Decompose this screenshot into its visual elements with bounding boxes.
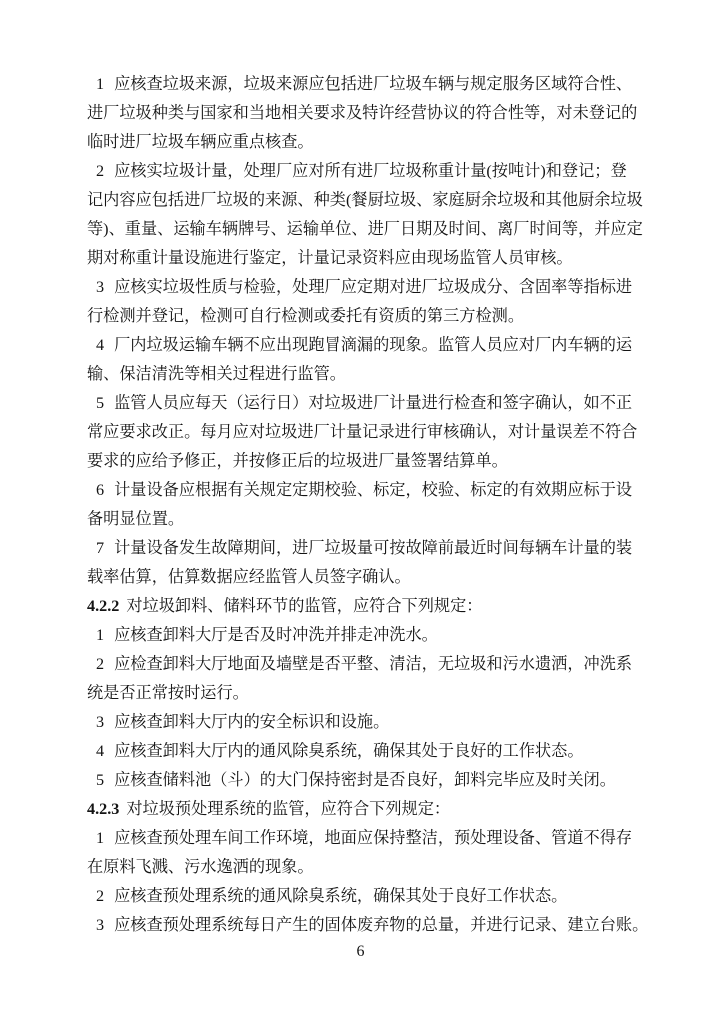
paragraph-line — [87, 70, 633, 99]
item-number: 1 — [96, 75, 105, 93]
line-text: 计量设备发生故障期间，进厂垃圾量可按故障前最近时间每辆车计量的装 — [114, 539, 633, 557]
clause-heading-line — [87, 592, 633, 621]
paragraph-line: 行检测并登记，检测可自行检测或委托有资质的第三方检测。 — [87, 307, 525, 325]
paragraph-line — [87, 476, 633, 505]
paragraph-line — [87, 621, 633, 650]
paragraph-line — [87, 650, 633, 679]
line-text: 应核查预处理车间工作环境，地面应保持整洁，预处理设备、管道不得存 — [114, 829, 633, 847]
item-number: 1 — [96, 626, 105, 644]
page-footer — [0, 941, 721, 963]
paragraph-line — [87, 911, 649, 940]
paragraph-line: 进厂垃圾种类与国家和当地相关要求及特许经营协议的符合性等，对未登记的 — [87, 104, 638, 122]
item-number: 2 — [96, 655, 105, 673]
paragraph-line — [87, 534, 633, 563]
item-number: 7 — [96, 539, 105, 557]
paragraph-line: 在原料飞溅、污水逸洒的现象。 — [87, 858, 314, 876]
paragraph-line: 载率估算，估算数据应经监管人员签字确认。 — [87, 568, 411, 586]
page-number: 6 — [356, 943, 365, 960]
line-text: 应核查卸料大厅是否及时冲洗并排走冲洗水。 — [114, 626, 438, 644]
paragraph-line — [87, 273, 633, 302]
line-text: 对垃圾卸料、储料环节的监管，应符合下列规定： — [126, 597, 483, 615]
item-number: 3 — [96, 278, 105, 296]
paragraph-line — [87, 737, 633, 766]
paragraph-line — [87, 708, 633, 737]
paragraph-line — [87, 331, 633, 360]
line-text: 应核实垃圾计量，处理厂应对所有进厂垃圾称重计量(按吨计)和登记；登 — [114, 162, 627, 180]
paragraph-line — [87, 766, 633, 795]
line-text: 应核查预处理系统每日产生的固体废弃物的总量，并进行记录、建立台账。 — [114, 916, 649, 934]
paragraph-line: 输、保洁清洗等相关过程进行监管。 — [87, 365, 346, 383]
item-number: 3 — [96, 713, 105, 731]
line-text: 应检查卸料大厅地面及墙壁是否平整、清洁，无垃圾和污水遗洒，冲洗系 — [114, 655, 633, 673]
clause-number: 4.2.3 — [87, 800, 120, 818]
item-number: 4 — [96, 742, 105, 760]
paragraph-line: 常应要求改正。每月应对垃圾进厂计量记录进行审核确认，对计量误差不符合 — [87, 423, 638, 441]
paragraph-line: 统是否正常按时运行。 — [87, 684, 249, 702]
line-text: 应核查储料池（斗）的大门保持密封是否良好，卸料完毕应及时关闭。 — [114, 771, 616, 789]
line-text: 应核查卸料大厅内的安全标识和设施。 — [114, 713, 390, 731]
item-number: 4 — [96, 336, 105, 354]
paragraph-line: 备明显位置。 — [87, 510, 185, 528]
paragraph-line — [87, 157, 633, 186]
paragraph-line: 等)、重量、运输车辆牌号、运输单位、进厂日期及时间、离厂时间等，并应定 — [87, 220, 643, 238]
item-number: 1 — [96, 829, 105, 847]
clause-number: 4.2.2 — [87, 597, 120, 615]
line-text: 对垃圾预处理系统的监管，应符合下列规定： — [126, 800, 451, 818]
line-text: 应核查预处理系统的通风除臭系统，确保其处于良好工作状态。 — [114, 887, 568, 905]
item-number: 5 — [96, 394, 105, 412]
item-number: 2 — [96, 887, 105, 905]
paragraph-line: 临时进厂垃圾车辆应重点核查。 — [87, 133, 314, 151]
document-body — [87, 70, 649, 940]
line-text: 计量设备应根据有关规定定期校验、标定，校验、标定的有效期应标于设 — [114, 481, 633, 499]
line-text: 应核实垃圾性质与检验，处理厂应定期对进厂垃圾成分、含固率等指标进 — [114, 278, 633, 296]
item-number: 3 — [96, 916, 105, 934]
paragraph-line: 要求的应给予修正，并按修正后的垃圾进厂量签署结算单。 — [87, 452, 508, 470]
paragraph-line — [87, 882, 633, 911]
clause-heading-line — [87, 795, 633, 824]
paragraph-line — [87, 824, 633, 853]
paragraph-line — [87, 389, 633, 418]
line-text: 应核查垃圾来源，垃圾来源应包括进厂垃圾车辆与规定服务区域符合性、 — [114, 75, 633, 93]
item-number: 6 — [96, 481, 105, 499]
line-text: 应核查卸料大厅内的通风除臭系统，确保其处于良好的工作状态。 — [114, 742, 584, 760]
paragraph-line: 期对称重计量设施进行鉴定，计量记录资料应由现场监管人员审核。 — [87, 249, 573, 267]
item-number: 5 — [96, 771, 105, 789]
paragraph-line: 记内容应包括进厂垃圾的来源、种类(餐厨垃圾、家庭厨余垃圾和其他厨余垃圾 — [87, 191, 643, 209]
line-text: 厂内垃圾运输车辆不应出现跑冒滴漏的现象。监管人员应对厂内车辆的运 — [114, 336, 633, 354]
item-number: 2 — [96, 162, 105, 180]
line-text: 监管人员应每天（运行日）对垃圾进厂计量进行检查和签字确认，如不正 — [114, 394, 633, 412]
